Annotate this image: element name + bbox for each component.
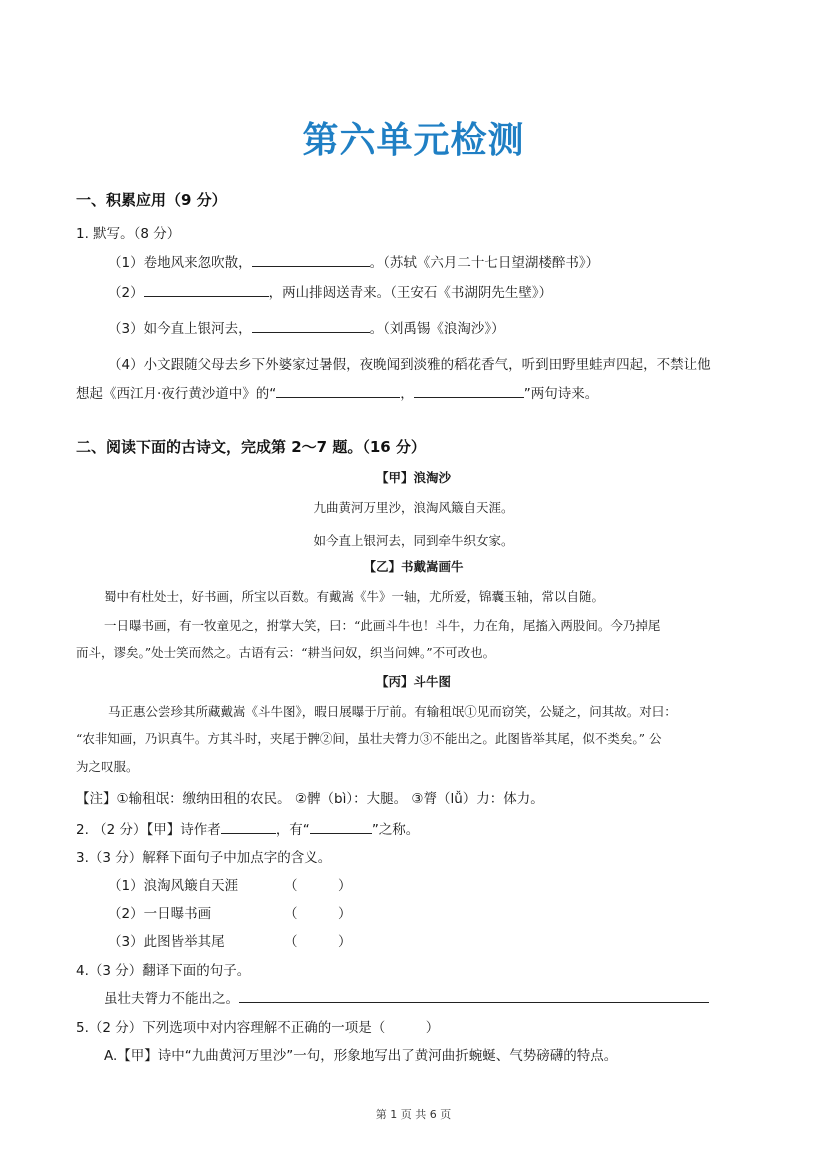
q1-line-1-prefix: （1）卷地风来忽吹散，: [108, 255, 252, 271]
poem-jia-line-1: 九曲黄河万里沙，浪淘风簸自天涯。: [313, 500, 514, 515]
q2-suffix: ”之称。: [371, 822, 420, 838]
text-yi-para-1: 蜀中有杜处士，好书画，所宝以百数。有戴嵩《牛》一轴，尤所爱，锦囊玉轴，常以自随。: [104, 589, 605, 604]
q1-line-3-prefix: （3）如今直上银河去，: [108, 321, 252, 337]
q3-item-1: （1）浪淘风簸自天涯: [108, 878, 239, 894]
q3-item-2: （2）一日曝书画: [108, 906, 212, 922]
question-5: 5.（2 分）下列选项中对内容理解不正确的一项是（ ）: [76, 1020, 440, 1036]
answer-blank[interactable]: [276, 383, 400, 398]
answer-blank[interactable]: [239, 988, 709, 1003]
q1-line-4: （4）小文跟随父母去乡下外婆家过暑假，夜晚闻到淡雅的稻花香气，听到田野里蛙声四起，不禁让他: [108, 357, 711, 373]
q3-item-3: （3）此图皆举其尾: [108, 934, 225, 950]
q1-line-5: [76, 382, 598, 402]
q1-line-2-prefix: （2）: [108, 285, 144, 301]
question-4: 4.（3 分）翻译下面的句子。: [76, 963, 251, 979]
text-bing-line-1: 马正惠公尝珍其所藏戴嵩《斗牛图》，暇日展曝于厅前。有输租氓①见而窃笑，公疑之，问其故。对曰：: [108, 704, 677, 719]
answer-blank[interactable]: [414, 383, 524, 398]
q2-prefix: 2. （2 分）【甲】诗作者: [76, 822, 221, 838]
page-footer: 第 1 页 共 6 页: [375, 1108, 452, 1121]
q3-item-3-answer[interactable]: （ ）: [284, 934, 352, 950]
question-2: [76, 818, 419, 838]
text-bing-title: 【丙】斗牛图: [375, 674, 451, 689]
answer-blank[interactable]: [310, 819, 372, 834]
q1-line-1: [108, 251, 599, 271]
text-yi-title: 【乙】书戴嵩画牛: [363, 559, 464, 574]
q1-line-1-suffix: 。（苏轼《六月二十七日望湖楼醉书》）: [369, 255, 600, 271]
section-2-heading: 二、阅读下面的古诗文，完成第 2～7 题。（16 分）: [76, 438, 426, 456]
q3-item-1-answer[interactable]: （ ）: [284, 878, 352, 894]
q1-line-2: [108, 281, 552, 301]
answer-blank[interactable]: [221, 819, 276, 834]
answer-blank[interactable]: [252, 252, 370, 267]
text-yi-para-2a: 一日曝书画，有一牧童见之，拊掌大笑，曰：“此画斗牛也！斗牛，力在角，尾搐入两股间。今乃掉尾: [104, 618, 661, 633]
q4-sentence: [104, 987, 709, 1007]
q1-line-5-suffix: ”两句诗来。: [523, 386, 599, 402]
q1-line-2-suffix: ，两山排闼送青来。（王安石《书湖阴先生壁》）: [268, 285, 553, 301]
q5-option-a: A.【甲】诗中“九曲黄河万里沙”一句，形象地写出了黄河曲折蜿蜒、气势磅礴的特点。: [104, 1048, 618, 1064]
answer-blank[interactable]: [144, 282, 269, 297]
q1-line-5-comma: ，: [400, 386, 414, 402]
q3-item-2-answer[interactable]: （ ）: [284, 906, 352, 922]
question-1: 1. 默写。（8 分）: [76, 226, 181, 242]
answer-blank[interactable]: [252, 318, 370, 333]
q4-sentence-text: 虽壮夫膂力不能出之。: [104, 991, 239, 1007]
q1-line-3: [108, 317, 505, 337]
annotation-note: 【注】①输租氓：缴纳田租的农民。 ②髀（bì）：大腿。 ③膂（lǚ）力：体力。: [76, 791, 544, 807]
page-title: 第六单元检测: [302, 120, 525, 161]
poem-jia-title: 【甲】浪淘沙: [375, 470, 451, 485]
q1-line-5-prefix: 想起《西江月·夜行黄沙道中》的“: [76, 386, 277, 402]
text-bing-line-2: “农非知画，乃识真牛。方其斗时，夹尾于髀②间，虽壮夫膂力③不能出之。此图皆举其尾，似不类矣。” 公: [76, 731, 662, 746]
text-yi-para-2b: 而斗，谬矣。”处士笑而然之。古语有云：“耕当问奴，织当问婢。”不可改也。: [76, 645, 496, 660]
q2-middle: ，有“: [275, 822, 310, 838]
poem-jia-line-2: 如今直上银河去，同到牵牛织女家。: [313, 533, 514, 548]
question-3: 3.（3 分）解释下面句子中加点字的含义。: [76, 850, 332, 866]
section-1-heading: 一、积累应用（9 分）: [76, 191, 227, 209]
text-bing-line-3: 为之叹服。: [76, 759, 139, 774]
q1-line-3-suffix: 。（刘禹锡《浪淘沙》）: [369, 321, 505, 337]
